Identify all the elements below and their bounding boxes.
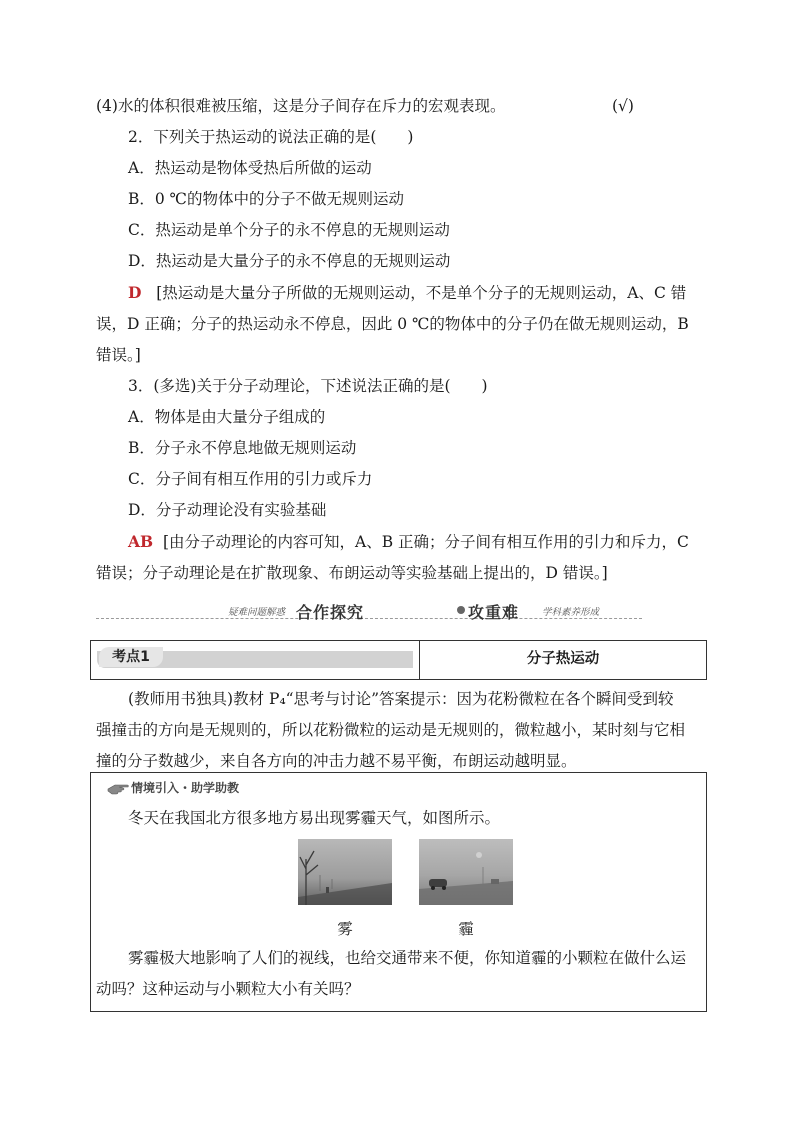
- banner-dot-icon: [457, 606, 465, 614]
- q2-answer: D: [128, 283, 142, 302]
- banner-title-b: 攻重难: [468, 603, 520, 622]
- banner-left-label: 疑难问题解惑: [228, 607, 286, 618]
- q2-option-c: C．热运动是单个分子的永不停息的无规则运动: [128, 221, 450, 239]
- situation-header: 情境引入・助学助教: [131, 781, 240, 795]
- teacher-note-line3: 撞的分子数越少，来自各方向的冲击力越不易平衡，布朗运动越明显。: [96, 752, 577, 770]
- banner-right-label: 学科素养形成: [542, 607, 600, 618]
- fog-caption: 雾: [337, 920, 353, 938]
- q1-item4-mark: (√): [612, 97, 634, 115]
- situation-box: [90, 772, 707, 1012]
- q3-option-c: C．分子间有相互作用的引力或斥力: [128, 470, 373, 488]
- q3-explanation-line2: 错误；分子动理论是在扩散现象、布朗运动等实验基础上提出的，D 错误。]: [96, 564, 608, 582]
- situation-intro: 冬天在我国北方很多地方易出现雾霾天气，如图所示。: [128, 809, 501, 827]
- kaodian-tag: 考点1: [99, 647, 163, 667]
- q3-explanation-line1: [128, 531, 689, 553]
- haze-caption: 霾: [458, 920, 474, 938]
- q2-option-b: B．0 ℃的物体中的分子不做无规则运动: [128, 190, 405, 208]
- banner-title-a: 合作探究: [296, 603, 365, 622]
- q3-answer: AB: [128, 532, 154, 551]
- hand-pointer-icon: [107, 781, 129, 799]
- q3-expl-text1: [由分子动理论的内容可知，A、B 正确；分子间有相互作用的引力和斥力，C: [163, 533, 689, 551]
- q3-stem: 3．(多选)关于分子动理论，下述说法正确的是( ): [128, 377, 488, 395]
- q1-item4: (4)水的体积很难被压缩，这是分子间存在斥力的宏观表现。: [96, 97, 506, 115]
- q2-explanation-line1: [128, 282, 686, 304]
- situation-question-line1: 雾霾极大地影响了人们的视线，也给交通带来不便，你知道霾的小颗粒在做什么运: [128, 949, 687, 967]
- q3-option-d: D．分子动理论没有实验基础: [128, 501, 327, 519]
- fog-photo: [298, 839, 392, 905]
- section-banner: [96, 600, 642, 622]
- haze-photo: [419, 839, 513, 905]
- banner-dashed-rule: [96, 618, 642, 619]
- q2-stem: 2．下列关于热运动的说法正确的是( ): [128, 128, 414, 146]
- q3-option-b: B．分子永不停息地做无规则运动: [128, 439, 357, 457]
- q3-option-a: A．物体是由大量分子组成的: [128, 408, 326, 426]
- kaodian-header-table: [90, 640, 707, 680]
- teacher-note-line2: 强撞击的方向是无规则的，所以花粉微粒的运动是无规则的，微粒越小，某时刻与它相: [96, 721, 686, 739]
- q2-explanation-line3: 错误。]: [96, 346, 141, 364]
- q2-expl-text1: [热运动是大量分子所做的无规则运动，不是单个分子的无规则运动，A、C 错: [156, 284, 687, 302]
- situation-question-line2: 动吗？这种运动与小颗粒大小有关吗？: [96, 980, 360, 998]
- q2-explanation-line2: 误，D 正确；分子的热运动永不停息，因此 0 ℃的物体中的分子仍在做无规则运动，B: [96, 315, 689, 333]
- q2-option-a: A．热运动是物体受热后所做的运动: [128, 159, 372, 177]
- teacher-note-line1: (教师用书独具)教材 P₄“思考与讨论”答案提示：因为花粉微粒在各个瞬间受到较: [128, 690, 674, 708]
- kaodian-title: 分子热运动: [526, 650, 600, 667]
- q2-option-d: D．热运动是大量分子的永不停息的无规则运动: [128, 252, 451, 270]
